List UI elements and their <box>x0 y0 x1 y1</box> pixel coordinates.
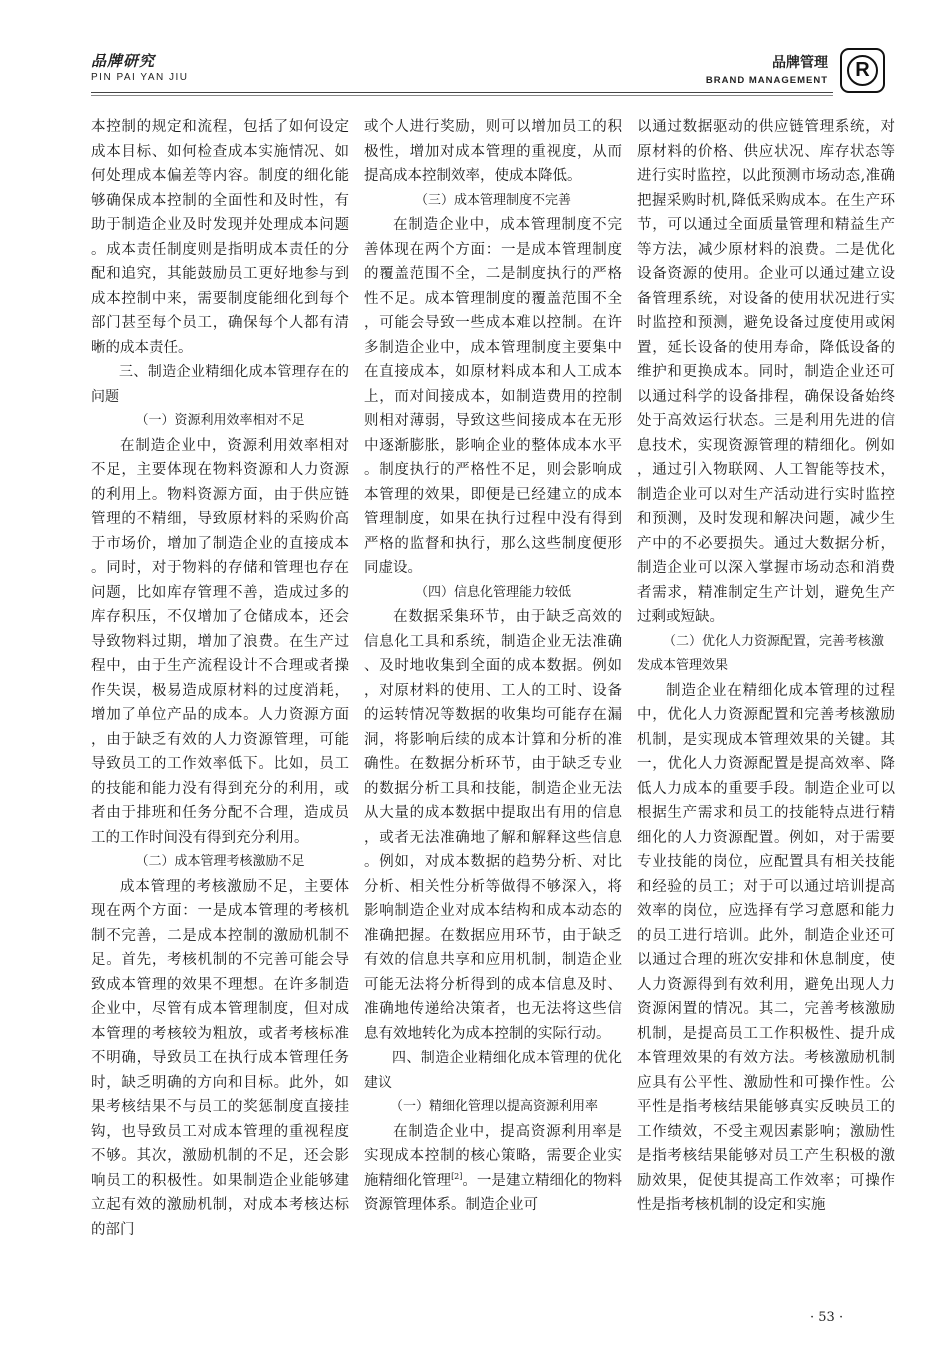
subsection-heading: （四）信息化管理能力较低 <box>414 584 571 600</box>
subsection-heading: （一）资源利用效率相对不足 <box>135 413 305 428</box>
paragraph: 制造企业在精细化成本管理的过程中，优化人力资源配置和完善考核激励机制，是实现成本管理效果的关键。其一，优化人力资源配置是提高效率、降低人力成本的重要手段。制造企业可以根据生产需求和员工的技能特点进行精细化的人力资源配置。例如，对于需要专业技能的岗位，应配置具有相关技能和经验的员工；对于可以通过培训提高效率的岗位，应选择有学习意愿和能力的员工进行培训。此外，制造企业还可以通过合理的班次安排和休息制度，使人力资源得到有效利用，避免出现人力资源闲置的情况。其二，完善考核激励机制，是提高员工工作积极性、提升成本管理效果的有效方法。考核激励机制应具有公平性、激励性和可操作性。公平性是指考核结果能够真实反映员工的工作绩效，不受主观因素影响；激励性是指考核结果能够对员工产生积极的激励效果，促使其提高工作效率；可操作性是指考核机制的设定和实施 <box>637 682 895 1213</box>
header-rule-thin <box>91 95 833 96</box>
paragraph: 本控制的规定和流程，包括了如何设定成本目标、如何检查成本实施情况、如何处理成本偏差等内容。制度的细化能够确保成本控制的全面性和及时性，有助于制造企业及时发现并处理成本问题。成本责任制度则是指明成本责任的分配和追究，其能鼓励员工更好地参与到成本控制中来，需要制度能细化到每个部门甚至每个员工，确保每个人都有清晰的成本责任。 <box>91 119 349 356</box>
section-heading: 三、制造企业精细化成本管理存在的问题 <box>91 364 349 405</box>
paragraph-text: 在制造企业中，提高资源利用率是实现成本控制的核心策略，需要企业实施精细化管理 <box>364 1123 622 1189</box>
header-rule <box>91 92 833 93</box>
text-column-1 <box>91 115 349 1242</box>
text-column-2 <box>364 115 622 1218</box>
page-number: · 53 · <box>810 1310 844 1325</box>
paragraph: 在制造企业中，成本管理制度不完善体现在两个方面：一是成本管理制度的覆盖范围不全，二是制度执行的严格性不足。成本管理制度的覆盖范围不全，可能会导致一些成本难以控制。在许多制造企业中，成本管理制度主要集中在直接成本，如原材料成本和人工成本上，而对间接成本，如制造费用的控制则相对薄弱，导致这些间接成本在无形中逐渐膨胀，影响企业的整体成本水平。制度执行的严格性不足，则会影响成本管理的效果，即便是已经建立的成本管理制度，如果在执行过程中没有得到严格的监督和执行，那么这些制度便形同虚设。 <box>364 217 622 576</box>
subsection-heading: （三）成本管理制度不完善 <box>414 192 571 208</box>
journal-brand-pinyin: PIN PAI YAN JIU <box>91 72 189 83</box>
text-column-3 <box>637 115 895 1218</box>
citation-ref: [2] <box>451 1171 463 1181</box>
paragraph-text: 。一是建立精细化的物料资源管理体系。制造企业可 <box>364 1172 623 1213</box>
registered-mark-logo <box>840 48 885 93</box>
paragraph: 在制造企业中，资源利用效率相对不足，主要体现在物料资源和人力资源的利用上。物料资源方面，由于供应链管理的不精细，导致原材料的采购价高于市场价，增加了制造企业的直接成本。同时，对于物料的存储和管理也存在问题，比如库存管理不善，造成过多的库存积压，不仅增加了仓储成本，还会导致物料过期，增加了浪费。在生产过程中，由于生产流程设计不合理或者操作失误，极易造成原材料的过度消耗，增加了单位产品的成本。人力资源方面，由于缺乏有效的人力资源管理，可能导致员工的工作效率低下。比如，员工的技能和能力没有得到充分的利用，或者由于排班和任务分配不合理，造成员工的工作时间没有得到充分利用。 <box>91 437 349 846</box>
paragraph: 成本管理的考核激励不足，主要体现在两个方面：一是成本管理的考核机制不完善，二是成本控制的激励机制不足。首先，考核机制的不完善可能会导致成本管理的效果不理想。在许多制造企业中，尽管有成本管理制度，但对成本管理的考核较为粗放，或者考核标准不明确，导致员工在执行成本管理任务时，缺乏明确的方向和目标。此外，如果考核结果不与员工的奖惩制度直接挂钩，也导致员工对成本管理的重视程度不够。其次，激励机制的不足，还会影响员工的积极性。如果制造企业能够建立起有效的激励机制，对成本考核达标的部门 <box>91 878 349 1238</box>
journal-brand-title: 品牌研究 <box>91 52 156 70</box>
subsection-heading: （一）精细化管理以提高资源利用率 <box>390 1099 599 1114</box>
subsection-heading: （二）成本管理考核激励不足 <box>135 854 305 869</box>
section-title-en: BRAND MANAGEMENT <box>705 75 828 86</box>
paragraph: 以通过数据驱动的供应链管理系统，对原材料的价格、供应状况、库存状态等进行实时监控，以此预测市场动态,准确把握采购时机,降低采购成本。在生产环节，可以通过全面质量管理和精益生产等方法，减少原材料的浪费。二是优化设备资源的使用。企业可以通过建立设备管理系统，对设备的使用状况进行实时监控和预测，避免设备过度使用或闲置，延长设备的使用寿命，降低设备的维护和更换成本。同时，制造企业还可以通过科学的设备排程，确保设备始终处于高效运行状态。三是利用先进的信息技术，实现资源管理的精细化。例如，通过引入物联网、人工智能等技术，制造企业可以对生产活动进行实时监控和预测，及时发现和解决问题，减少生产中的不必要损失。通过大数据分析，制造企业可以深入掌握市场动态和消费者需求，精准制定生产计划，避免生产过剩或短缺。 <box>637 119 895 625</box>
registered-mark-icon: R <box>847 55 878 86</box>
page-header <box>0 0 950 110</box>
subsection-heading: （二）优化人力资源配置，完善考核激发成本管理效果 <box>637 633 885 673</box>
paragraph: 或个人进行奖励，则可以增加员工的积极性，增加对成本管理的重视度，从而提高成本控制效率，使成本降低。 <box>364 119 622 184</box>
paragraph <box>364 1120 622 1218</box>
section-heading: 四、制造企业精细化成本管理的优化建议 <box>364 1050 622 1091</box>
paragraph: 在数据采集环节，由于缺乏高效的信息化工具和系统，制造企业无法准确、及时地收集到全面的成本数据。例如，对原材料的使用、工人的工时、设备的运转情况等数据的收集均可能存在漏洞，将影响后续的成本计算和分析的准确性。在数据分析环节，由于缺乏专业的数据分析工具和技能，制造企业无法从大量的成本数据中提取出有用的信息，或者无法准确地了解和解释这些信息。例如，对成本数据的趋势分析、对比分析、相关性分析等做得不够深入，将影响制造企业对成本结构和成本动态的准确把握。在数据应用环节，由于缺乏有效的信息共享和应用机制，制造企业可能无法将分析得到的成本信息及时、准确地传递给决策者，也无法将这些信息有效地转化为成本控制的实际行动。 <box>364 609 622 1042</box>
section-title: 品牌管理 <box>772 55 828 71</box>
